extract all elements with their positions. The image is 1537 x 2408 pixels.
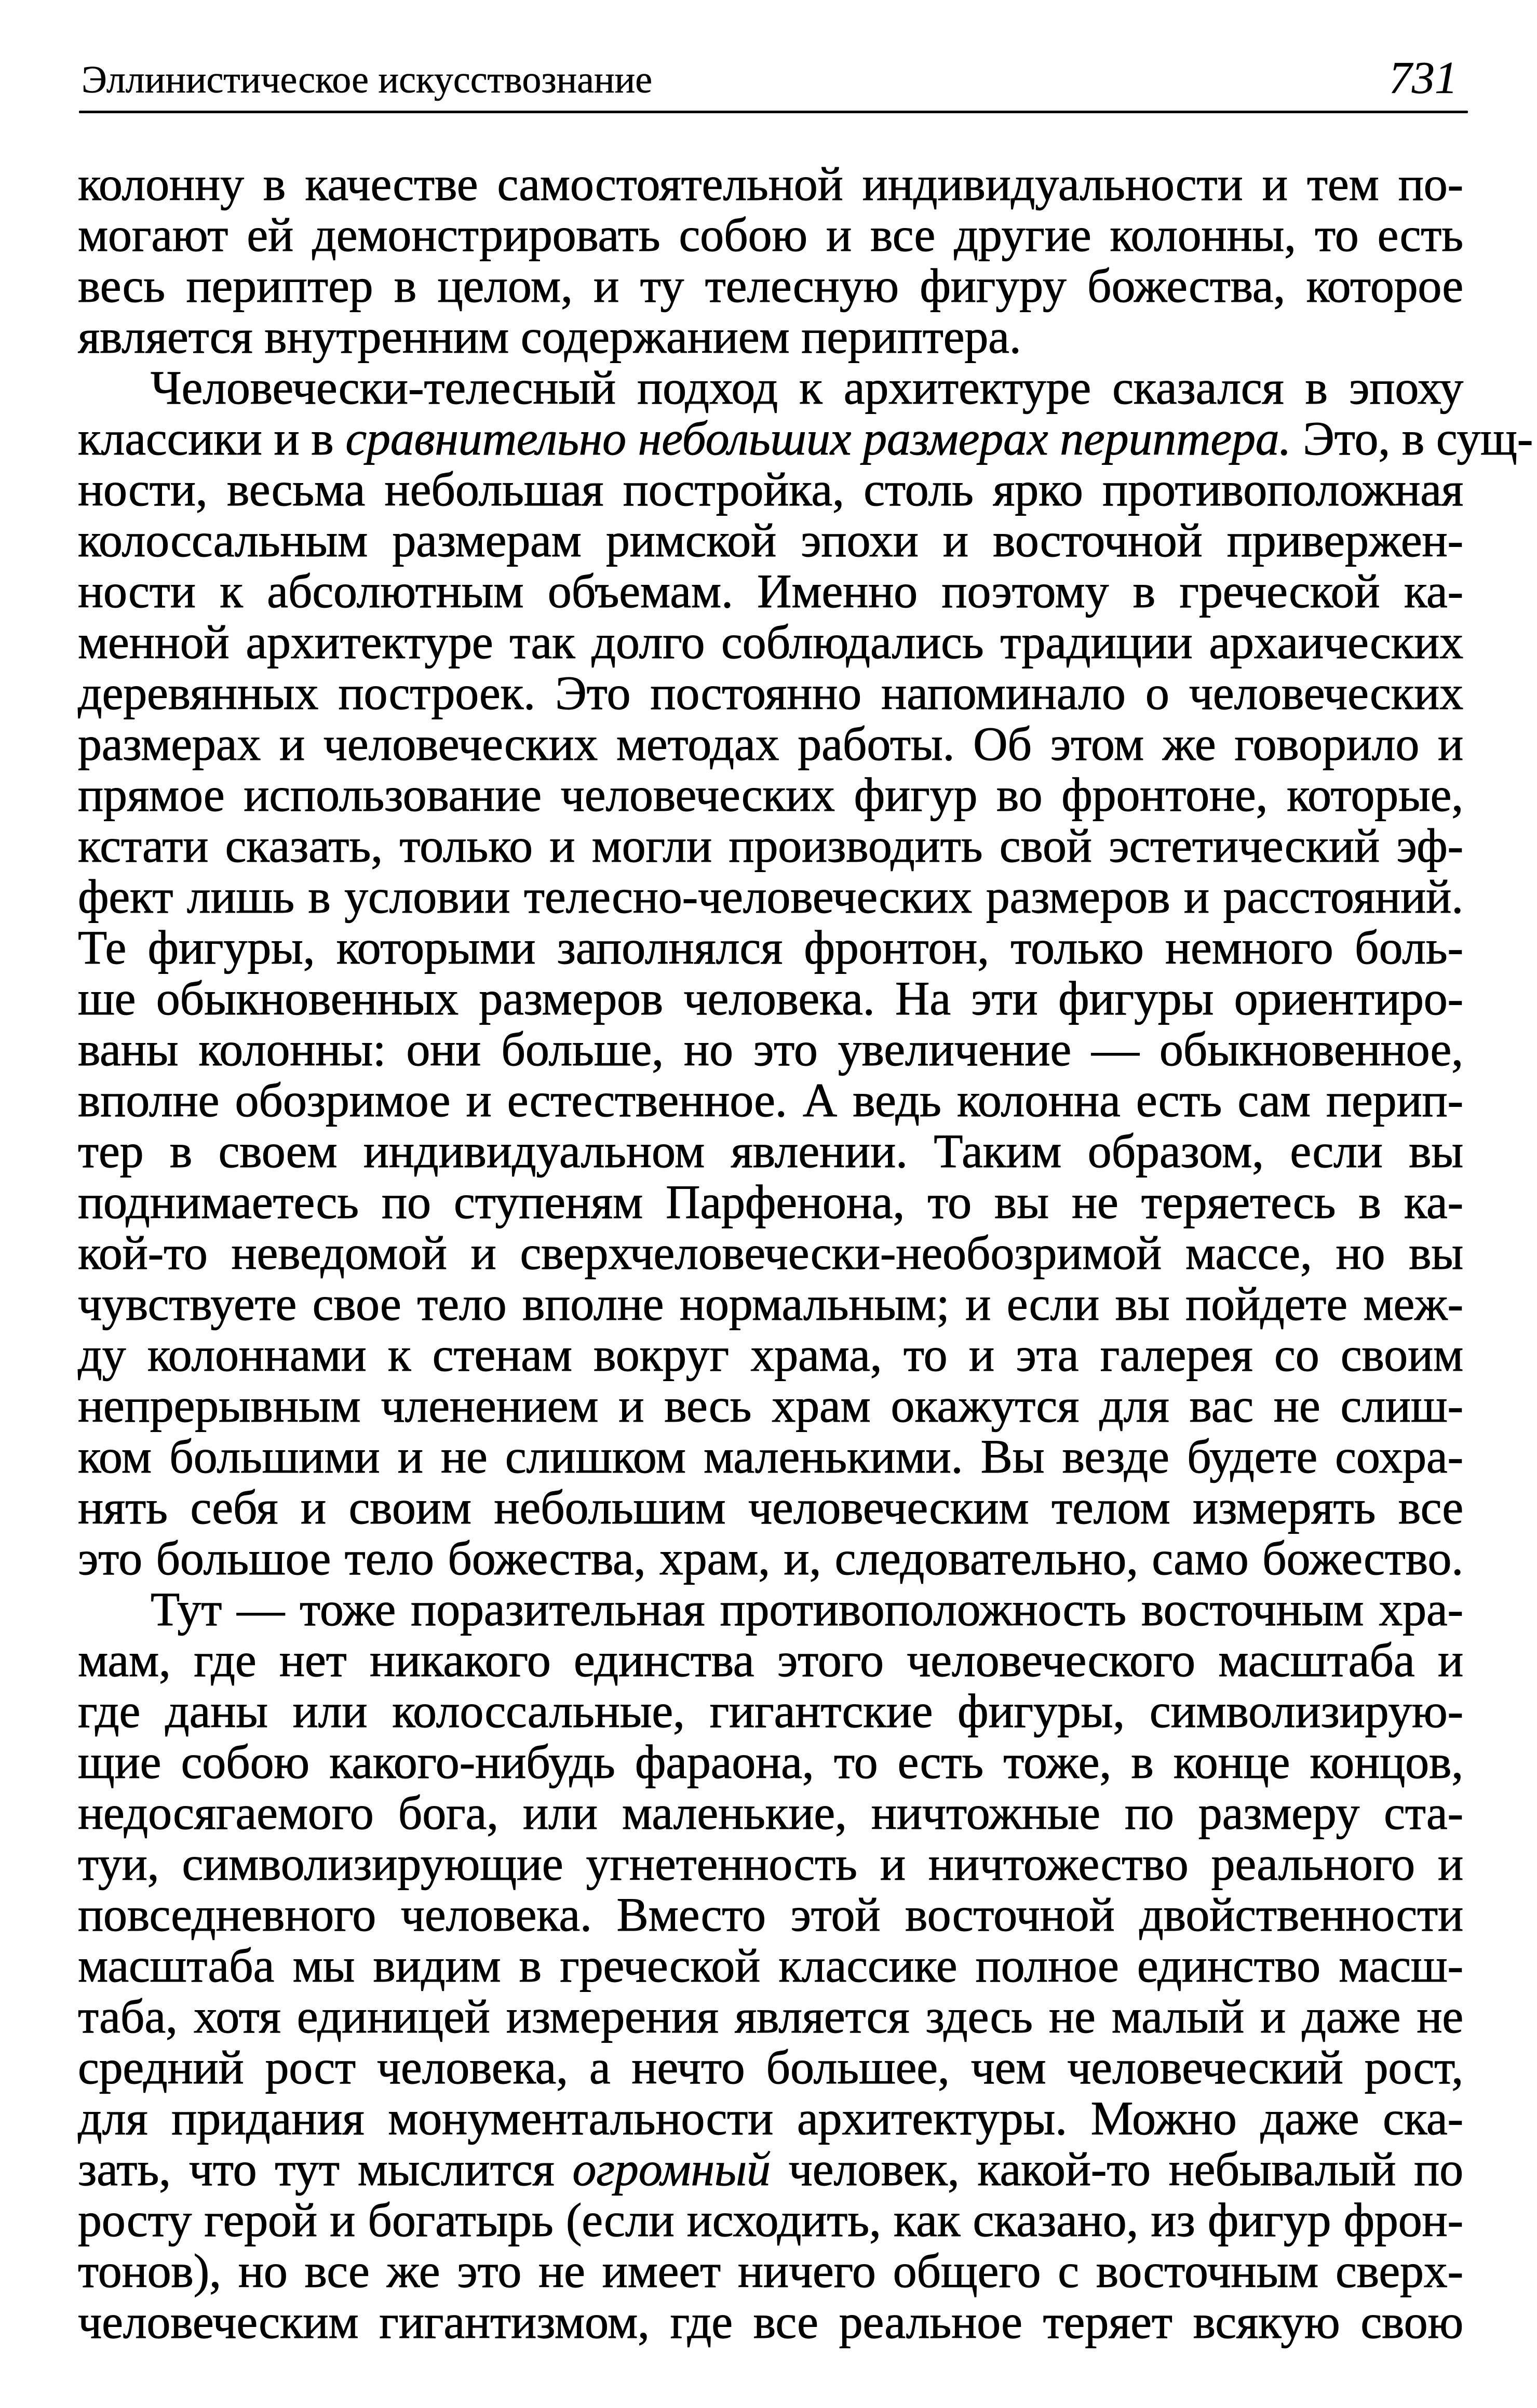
- text-segment: росту герой и богатырь (если исходить, как сказано, из фигур фрон-: [78, 2193, 1463, 2246]
- text-line: [78, 1736, 1463, 1787]
- text-line: [78, 1838, 1463, 1889]
- text-line: [78, 464, 1463, 515]
- text-line: [78, 769, 1463, 820]
- text-segment: нять себя и своим небольшим человеческим телом измерять все: [78, 1481, 1463, 1534]
- text-segment: весь периптер в целом, и ту телесную фигуру божества, которое: [78, 259, 1463, 312]
- text-segment: менной архитектуре так долго соблюдались традиции архаических: [78, 616, 1463, 668]
- text-line: [78, 922, 1463, 973]
- text-segment: Те фигуры, которыми заполнялся фронтон, только немного боль-: [78, 921, 1463, 974]
- text-line: [78, 1024, 1463, 1075]
- text-segment: повседневного человека. Вместо этой восточной двойственности: [78, 1888, 1463, 1941]
- text-segment: классики и в: [78, 412, 346, 465]
- text-line: [78, 412, 1533, 465]
- text-line: [78, 1227, 1463, 1278]
- text-segment: тонов), но все же это не имеет ничего общего с восточным сверх-: [78, 2244, 1463, 2297]
- text-line: [78, 1482, 1463, 1533]
- text-line: [78, 1889, 1463, 1940]
- text-segment: где даны или колоссальные, гигантские фигуры, символизирую-: [78, 1684, 1463, 1737]
- text-line: [78, 1329, 1463, 1380]
- text-line: [78, 1940, 1463, 1991]
- text-segment: человеческим гигантизмом, где все реальное теряет всякую свою: [78, 2295, 1463, 2348]
- text-line: [78, 566, 1463, 617]
- text-line: [78, 2245, 1463, 2296]
- text-segment: средний рост человека, а нечто большее, чем человеческий рост,: [78, 2041, 1463, 2094]
- text-segment: ваны колонны: они больше, но это увеличение — обыкновенное,: [78, 1023, 1463, 1076]
- text-line: [78, 820, 1463, 871]
- text-line: [78, 871, 1463, 922]
- text-segment: непрерывным членением и весь храм окажутся для вас не слиш-: [78, 1379, 1463, 1432]
- text-segment: масштаба мы видим в греческой классике полное единство масш-: [78, 1939, 1463, 1992]
- text-segment: могают ей демонстрировать собою и все другие колонны, то есть: [78, 208, 1463, 261]
- text-line: [78, 1431, 1463, 1482]
- text-line: [78, 2296, 1463, 2347]
- text-segment: колоссальным размерам римской эпохи и восточной привержен-: [78, 514, 1463, 567]
- text-segment: ности к абсолютным объемам. Именно поэтому в греческой ка-: [78, 565, 1463, 618]
- text-segment: вполне обозримое и естественное. А ведь колонна есть сам перип-: [78, 1074, 1463, 1127]
- text-segment: колонну в качестве самостоятельной индивидуальности и тем по-: [78, 157, 1463, 210]
- text-line: [78, 1584, 1463, 1635]
- text-segment: кстати сказать, только и могли производить свой эстетический эф-: [78, 819, 1463, 872]
- text-segment: таба, хотя единицей измерения является здесь не малый и даже не: [78, 1990, 1463, 2043]
- text-segment: ше обыкновенных размеров человека. На эти фигуры ориентиро-: [78, 972, 1463, 1025]
- text-line: [78, 209, 1463, 260]
- text-segment: Тут — тоже поразительная противоположность восточным хра-: [151, 1583, 1463, 1636]
- text-line: [78, 1075, 1463, 1126]
- text-line: [78, 2195, 1463, 2245]
- text-segment: человек, какой-то небывалый по: [770, 2143, 1463, 2196]
- text-segment: является внутренним содержанием периптера.: [78, 310, 1021, 363]
- text-segment: тер в своем индивидуальном явлении. Таким образом, если вы: [78, 1125, 1463, 1178]
- text-line: [78, 362, 1463, 413]
- text-segment: поднимаетесь по ступеням Парфенона, то вы не теряетесь в ка-: [78, 1175, 1463, 1228]
- paragraph: [78, 1584, 1463, 2347]
- text-line: [78, 2144, 1463, 2195]
- text-line: [78, 1278, 1463, 1329]
- text-line: [78, 973, 1463, 1024]
- text-line: [78, 718, 1463, 769]
- text-segment: туи, символизирующие угнетенность и ничтожество реального и: [78, 1837, 1463, 1890]
- text-segment: Это, в сущ-: [1291, 412, 1533, 465]
- text-segment: размерах и человеческих методах работы. Об этом же говорило и: [78, 717, 1463, 770]
- italic-emphasis: сравнительно небольших размерах периптера.: [345, 412, 1291, 465]
- text-segment: деревянных построек. Это постоянно напоминало о человеческих: [78, 666, 1463, 719]
- text-line: [78, 2042, 1463, 2093]
- text-line: [78, 1126, 1463, 1176]
- text-line: [78, 2093, 1463, 2144]
- text-line: [78, 1787, 1463, 1838]
- text-line: [78, 1380, 1463, 1431]
- text-segment: прямое использование человеческих фигур во фронтоне, которые,: [78, 768, 1463, 821]
- text-segment: недосягаемого бога, или маленькие, ничтожные по размеру ста-: [78, 1786, 1463, 1839]
- text-line: [78, 1176, 1463, 1227]
- text-line: [78, 1533, 1463, 1584]
- text-segment: фект лишь в условии телесно-человеческих размеров и расстояний.: [78, 870, 1463, 923]
- text-segment: это большое тело божества, храм, и, следовательно, само божество.: [78, 1532, 1463, 1585]
- header-rule-divider: [79, 111, 1468, 113]
- text-line: [78, 158, 1463, 209]
- running-head-title: Эллинистическое искусствознание: [82, 59, 653, 101]
- paragraph: [78, 361, 1533, 1585]
- text-line: [78, 1685, 1463, 1736]
- text-line: [78, 260, 1463, 311]
- text-segment: мам, где нет никакого единства этого человеческого масштаба и: [78, 1634, 1463, 1687]
- text-segment: зать, что тут мыслится: [78, 2143, 573, 2196]
- italic-emphasis: огромный: [572, 2143, 771, 2196]
- text-segment: чувствуете свое тело вполне нормальным; и если вы пойдете меж-: [78, 1277, 1463, 1330]
- text-segment: ности, весьма небольшая постройка, столь ярко противоположная: [78, 463, 1463, 516]
- text-line: [78, 617, 1463, 667]
- text-line: [78, 515, 1463, 566]
- text-line: [78, 1991, 1463, 2042]
- text-segment: для придания монументальности архитектуры. Можно даже ска-: [78, 2092, 1463, 2145]
- text-segment: Человечески-телесный подход к архитектуре сказался в эпоху: [151, 361, 1463, 414]
- text-segment: ду колоннами к стенам вокруг храма, то и эта галерея со своим: [78, 1328, 1463, 1381]
- text-segment: кой-то неведомой и сверхчеловечески-необозримой массе, но вы: [78, 1226, 1463, 1279]
- text-line: [78, 311, 1463, 362]
- page-number: 731: [1389, 53, 1458, 103]
- text-line: [78, 667, 1463, 718]
- paragraph: [78, 158, 1463, 362]
- text-segment: ком большими и не слишком маленькими. Вы везде будете сохра-: [78, 1430, 1463, 1483]
- body-text: [78, 157, 1533, 2348]
- text-segment: щие собою какого-нибудь фараона, то есть тоже, в конце концов,: [78, 1735, 1463, 1788]
- text-line: [78, 1635, 1463, 1685]
